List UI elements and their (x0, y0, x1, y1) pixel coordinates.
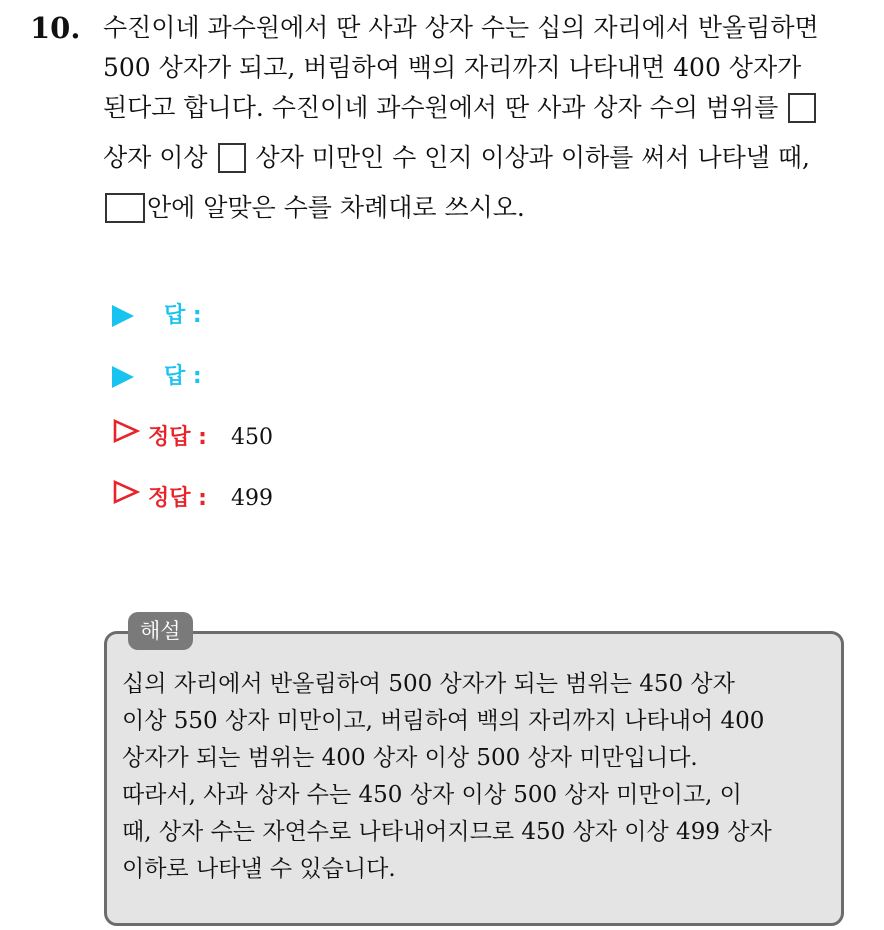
filled-triangle-right-icon (112, 366, 134, 388)
explanation-text (122, 666, 832, 888)
question-line-5: 안에 알맞은 수를 차례대로 쓰시오. (147, 193, 525, 222)
correct-answer-label-1: 정답 : (148, 425, 207, 450)
explanation-line-4: 따라서, 사과 상자 수는 450 상자 이상 500 상자 미만이고, 이 (122, 782, 742, 808)
correct-answer-label-2: 정답 : (148, 486, 207, 511)
question-line-4 (103, 138, 873, 178)
explanation-line-2: 이상 550 상자 미만이고, 버림하여 백의 자리까지 나타내어 400 (122, 708, 765, 734)
correct-answer-value-2: 499 (230, 486, 273, 511)
question-line-1: 수진이네 과수원에서 딴 사과 상자 수는 십의 자리에서 반올림하면 (103, 13, 819, 42)
explanation-tag: 해설 (128, 612, 193, 650)
correct-answer-row-2 (112, 479, 712, 519)
answer-box-legend (105, 193, 145, 223)
question-line-5-wrap (103, 188, 873, 228)
question-number: 10. (30, 11, 81, 45)
explanation-line-1: 십의 자리에서 반올림하여 500 상자가 되는 범위는 450 상자 (122, 671, 735, 697)
answer-blank-row-1 (112, 296, 712, 336)
explanation-line-5: 때, 상자 수는 자연수로 나타내어지므로 450 상자 이상 499 상자 (122, 819, 772, 845)
answer-box-2 (218, 143, 246, 173)
explanation-line-3: 상자가 되는 범위는 400 상자 이상 500 상자 미만입니다. (122, 745, 698, 771)
question-line-2: 500 상자가 되고, 버림하여 백의 자리까지 나타내면 400 상자가 (103, 53, 802, 82)
outline-triangle-right-icon (112, 479, 140, 520)
correct-answer-value-1: 450 (230, 425, 273, 450)
explanation-line-6: 이하로 나타낼 수 있습니다. (122, 856, 396, 882)
answer-box-1 (788, 93, 816, 123)
answer-blank-label-2: 답 : (164, 364, 202, 389)
question-line-4a: 상자 이상 (103, 143, 208, 172)
question-line-4b: 상자 미만인 수 인지 이상과 이하를 써서 나타낼 때, (255, 143, 810, 172)
question-line-3: 된다고 합니다. 수진이네 과수원에서 딴 사과 상자 수의 범위를 (103, 93, 779, 122)
question-text (103, 8, 873, 228)
correct-answer-row-1 (112, 418, 712, 458)
filled-triangle-right-icon (112, 305, 134, 327)
answer-section (112, 296, 712, 540)
outline-triangle-right-icon (112, 418, 140, 459)
answer-blank-row-2 (112, 357, 712, 397)
answer-blank-label-1: 답 : (164, 303, 202, 328)
question-line-3-wrap (103, 88, 873, 128)
